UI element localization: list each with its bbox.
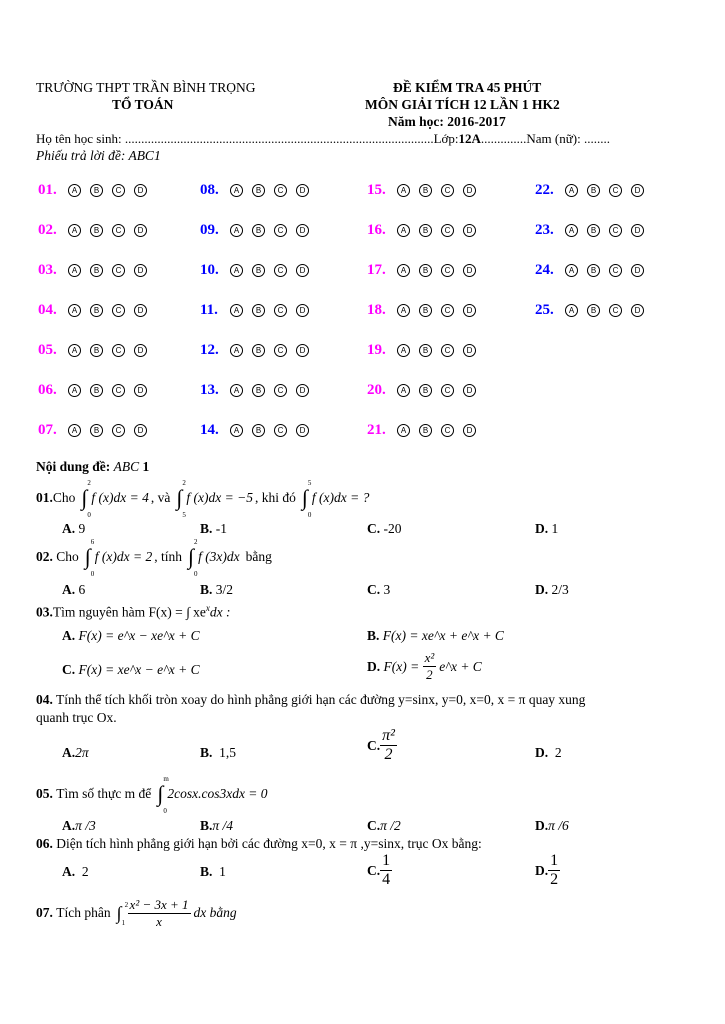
answer-bubble-b[interactable]: B — [90, 384, 103, 397]
answer-row — [367, 342, 485, 359]
answer-bubble-d[interactable]: D — [134, 424, 147, 437]
answer-bubble-c[interactable]: C — [441, 264, 454, 277]
answer-row — [200, 302, 318, 319]
answer-bubble-c[interactable]: C — [274, 224, 287, 237]
q04-answer-b[interactable]: B. 1,5 — [200, 745, 237, 760]
question-number: 18. — [367, 302, 386, 318]
q03-answer-d[interactable]: D. F(x) = $\frac{\text{x²}}{2}$ e^x + C — [367, 650, 482, 682]
answer-row — [535, 222, 653, 239]
integral-sign-icon: ∫ 2 0 — [81, 479, 91, 519]
answer-bubble-a[interactable]: A — [230, 184, 243, 197]
answer-bubble-b[interactable]: B — [90, 264, 103, 277]
q01-answer-b[interactable]: B. -1 — [200, 521, 228, 536]
answer-bubble-b[interactable]: B — [419, 424, 432, 437]
answer-row — [535, 302, 653, 319]
question-number: 06. — [38, 382, 57, 398]
q02-answer-b[interactable]: B. 3/2 — [200, 582, 234, 597]
question-number: 04. — [38, 302, 57, 318]
answer-bubble-b[interactable]: B — [419, 264, 432, 277]
answer-bubble-c[interactable]: C — [441, 304, 454, 317]
answer-bubble-c[interactable]: C — [609, 264, 622, 277]
answer-bubble-a[interactable]: A — [397, 424, 410, 437]
student-info-line: Họ tên học sinh: ...............................................................................................Lớp:12A..............Nam (nữ): ........ — [36, 131, 610, 146]
question-number: 01. — [38, 182, 57, 198]
answer-row — [200, 382, 318, 399]
question-number: 15. — [367, 182, 386, 198]
q01-answer-c[interactable]: C. -20 — [367, 521, 402, 536]
answer-bubble-b[interactable]: B — [90, 344, 103, 357]
answer-bubble-b[interactable]: B — [90, 224, 103, 237]
q01-answer-a[interactable]: A. 9 — [62, 521, 86, 536]
answer-bubble-a[interactable]: A — [397, 384, 410, 397]
q05-answer-a[interactable]: A.π /3 — [62, 818, 96, 833]
answer-row — [367, 262, 485, 279]
question-number: 03. — [38, 262, 57, 278]
answer-bubble-c[interactable]: C — [441, 424, 454, 437]
answer-row — [38, 302, 156, 319]
answer-bubble-d[interactable]: D — [296, 304, 309, 317]
answer-bubble-c[interactable]: C — [274, 264, 287, 277]
q06-answer-a[interactable]: A. 2 — [62, 864, 89, 879]
answer-bubble-a[interactable]: A — [397, 264, 410, 277]
integral-sign-icon: ∫ 2 5 — [176, 479, 186, 519]
answer-bubble-d[interactable]: D — [134, 184, 147, 197]
question-number: 05. — [38, 342, 57, 358]
q04-answer-d[interactable]: D. 2 — [535, 745, 562, 760]
answer-bubble-d[interactable]: D — [463, 264, 476, 277]
question-05: 05. Tìm số thực m để ∫ m 0 2cosx.cos3xdx = 0 — [36, 775, 268, 815]
q02-answer-a[interactable]: A. 6 — [62, 582, 86, 597]
answer-bubble-b[interactable]: B — [419, 344, 432, 357]
answer-bubble-a[interactable]: A — [68, 424, 81, 437]
answer-bubble-a[interactable]: A — [68, 224, 81, 237]
question-number: 02. — [38, 222, 57, 238]
q03-answer-a[interactable]: A. F(x) = e^x − xe^x + C — [62, 628, 200, 643]
q04-answer-a[interactable]: A.2π — [62, 745, 89, 760]
answer-bubble-a[interactable]: A — [230, 264, 243, 277]
q03-answer-c[interactable]: C. F(x) = xe^x − e^x + C — [62, 662, 200, 677]
question-number: 07. — [38, 422, 57, 438]
q06-answer-d[interactable]: D. $\frac{1}{2}$ — [535, 852, 559, 888]
question-02: 02. Cho ∫ 6 0 f (x)dx = 2 , tính ∫ 2 0 f (3x)dx bằng — [36, 538, 272, 578]
integral-sign-icon: ∫ 6 0 — [84, 538, 95, 578]
question-number: 13. — [200, 382, 219, 398]
answer-bubble-b[interactable]: B — [252, 344, 265, 357]
answer-bubble-d[interactable]: D — [134, 384, 147, 397]
answer-row — [38, 342, 156, 359]
answer-bubble-c[interactable]: C — [112, 184, 125, 197]
answer-bubble-b[interactable]: B — [587, 224, 600, 237]
q03-answer-b[interactable]: B. F(x) = xe^x + e^x + C — [367, 628, 504, 643]
answer-bubble-b[interactable]: B — [252, 184, 265, 197]
answer-bubble-c[interactable]: C — [112, 304, 125, 317]
question-number: 25. — [535, 302, 554, 318]
q01-answer-d[interactable]: D. 1 — [535, 521, 559, 536]
answer-row — [535, 262, 653, 279]
q02-answer-c[interactable]: C. 3 — [367, 582, 391, 597]
q05-answer-d[interactable]: D.π /6 — [535, 818, 569, 833]
answer-row — [200, 422, 318, 439]
integral-sign-icon: ∫ 5 0 — [301, 479, 312, 519]
answer-bubble-d[interactable]: D — [134, 224, 147, 237]
answer-row — [367, 182, 485, 199]
question-03: 03.Tìm nguyên hàm F(x) = ∫ $xe^xdx$ : — [36, 603, 231, 620]
exam-subject: MÔN GIẢI TÍCH 12 LẦN 1 HK2 — [365, 97, 560, 112]
question-04: 04. Tính thể tích khối tròn xoay do hình phẳng giới hạn các đường y=sinx, y=0, x=0, x = π quay xung — [36, 692, 586, 707]
answer-bubble-a[interactable]: A — [230, 224, 243, 237]
answer-bubble-a[interactable]: A — [68, 264, 81, 277]
answer-row — [38, 222, 156, 239]
answer-bubble-c[interactable]: C — [112, 384, 125, 397]
question-number: 08. — [200, 182, 219, 198]
exam-year: Năm học: 2016-2017 — [388, 114, 506, 129]
answer-bubble-d[interactable]: D — [296, 424, 309, 437]
answer-bubble-b[interactable]: B — [90, 424, 103, 437]
content-heading: Nội dung đề: ABC 1 — [36, 459, 150, 474]
answer-bubble-a[interactable]: A — [230, 304, 243, 317]
answer-bubble-b[interactable]: B — [419, 304, 432, 317]
answer-bubble-b[interactable]: B — [252, 384, 265, 397]
answer-bubble-d[interactable]: D — [463, 344, 476, 357]
question-06: 06. Diện tích hình phẳng giới hạn bởi các đường x=0, x = π ,y=sinx, trục Ox bằng: — [36, 836, 482, 851]
answer-bubble-a[interactable]: A — [565, 304, 578, 317]
answer-bubble-c[interactable]: C — [112, 264, 125, 277]
answer-sheet-label: Phiếu trả lời đề: ABC1 — [36, 148, 161, 163]
question-number: 11. — [200, 302, 218, 318]
question-number: 14. — [200, 422, 219, 438]
answer-bubble-c[interactable]: C — [112, 424, 125, 437]
answer-row — [367, 222, 485, 239]
question-number: 09. — [200, 222, 219, 238]
question-number: 21. — [367, 422, 386, 438]
answer-bubble-a[interactable]: A — [397, 224, 410, 237]
question-01: 01. Cho ∫ 2 0 f (x)dx = 4 , và ∫ 2 5 f (x)dx = −5 , khi đó ∫ 5 0 f (x)dx = ? — [36, 479, 370, 519]
question-number: 24. — [535, 262, 554, 278]
answer-row — [200, 182, 318, 199]
answer-bubble-a[interactable]: A — [565, 184, 578, 197]
integral-sign-icon: ∫ m 0 — [157, 775, 169, 815]
answer-bubble-d[interactable]: D — [631, 304, 644, 317]
answer-bubble-c[interactable]: C — [274, 304, 287, 317]
answer-bubble-d[interactable]: D — [296, 224, 309, 237]
answer-bubble-c[interactable]: C — [441, 384, 454, 397]
exam-title: ĐỀ KIỂM TRA 45 PHÚT — [393, 80, 542, 95]
answer-bubble-a[interactable]: A — [68, 344, 81, 357]
q04-answer-c[interactable]: C. $\frac{\text{π²}}{2}$ — [367, 727, 395, 763]
question-number: 19. — [367, 342, 386, 358]
question-number: 23. — [535, 222, 554, 238]
answer-bubble-b[interactable]: B — [419, 184, 432, 197]
answer-row — [367, 382, 485, 399]
answer-bubble-d[interactable]: D — [631, 224, 644, 237]
answer-bubble-a[interactable]: A — [397, 344, 410, 357]
answer-bubble-c[interactable]: C — [441, 344, 454, 357]
answer-bubble-d[interactable]: D — [463, 304, 476, 317]
answer-bubble-b[interactable]: B — [252, 304, 265, 317]
answer-bubble-d[interactable]: D — [296, 384, 309, 397]
question-number: 17. — [367, 262, 386, 278]
integral-sign-icon: ∫ 2 1 — [116, 900, 129, 927]
answer-bubble-b[interactable]: B — [252, 424, 265, 437]
answer-bubble-d[interactable]: D — [296, 264, 309, 277]
answer-bubble-a[interactable]: A — [68, 384, 81, 397]
question-number: 20. — [367, 382, 386, 398]
answer-row — [200, 222, 318, 239]
question-number: 22. — [535, 182, 554, 198]
answer-bubble-a[interactable]: A — [230, 344, 243, 357]
answer-bubble-d[interactable]: D — [296, 184, 309, 197]
answer-bubble-c[interactable]: C — [274, 184, 287, 197]
question-07: 07. Tích phân ∫ 2 1 $\frac{\text{x² − 3x + 1}}{x}$ dx bằng — [36, 896, 237, 929]
integral-sign-icon: ∫ 2 0 — [188, 538, 198, 578]
answer-bubble-d[interactable]: D — [134, 304, 147, 317]
answer-bubble-b[interactable]: B — [587, 304, 600, 317]
answer-bubble-b[interactable]: B — [252, 224, 265, 237]
answer-row — [38, 422, 156, 439]
answer-row — [38, 262, 156, 279]
answer-row — [38, 382, 156, 399]
answer-bubble-b[interactable]: B — [252, 264, 265, 277]
answer-bubble-a[interactable]: A — [68, 304, 81, 317]
answer-bubble-b[interactable]: B — [419, 224, 432, 237]
q06-answer-b[interactable]: B. 1 — [200, 864, 226, 879]
q05-answer-c[interactable]: C.π /2 — [367, 818, 401, 833]
answer-bubble-c[interactable]: C — [274, 384, 287, 397]
school-name: TRƯỜNG THPT TRẦN BÌNH TRỌNG — [36, 80, 256, 95]
answer-bubble-c[interactable]: C — [112, 224, 125, 237]
answer-row — [200, 342, 318, 359]
answer-bubble-d[interactable]: D — [134, 344, 147, 357]
answer-bubble-d[interactable]: D — [296, 344, 309, 357]
answer-bubble-b[interactable]: B — [587, 264, 600, 277]
answer-bubble-b[interactable]: B — [90, 304, 103, 317]
answer-bubble-a[interactable]: A — [397, 184, 410, 197]
answer-row — [367, 422, 485, 439]
answer-bubble-d[interactable]: D — [631, 184, 644, 197]
answer-bubble-b[interactable]: B — [90, 184, 103, 197]
answer-bubble-a[interactable]: A — [230, 384, 243, 397]
answer-bubble-a[interactable]: A — [230, 424, 243, 437]
question-number: 16. — [367, 222, 386, 238]
answer-bubble-a[interactable]: A — [565, 224, 578, 237]
answer-bubble-d[interactable]: D — [463, 384, 476, 397]
answer-bubble-c[interactable]: C — [609, 224, 622, 237]
answer-bubble-c[interactable]: C — [441, 184, 454, 197]
answer-bubble-c[interactable]: C — [112, 344, 125, 357]
answer-bubble-d[interactable]: D — [463, 184, 476, 197]
answer-bubble-c[interactable]: C — [609, 304, 622, 317]
question-number: 10. — [200, 262, 219, 278]
answer-row — [535, 182, 653, 199]
answer-row — [367, 302, 485, 319]
answer-bubble-c[interactable]: C — [274, 344, 287, 357]
q05-answer-b[interactable]: B.π /4 — [200, 818, 234, 833]
q02-answer-d[interactable]: D. 2/3 — [535, 582, 569, 597]
answer-bubble-c[interactable]: C — [609, 184, 622, 197]
answer-row — [200, 262, 318, 279]
answer-row — [38, 182, 156, 199]
answer-bubble-a[interactable]: A — [68, 184, 81, 197]
answer-bubble-b[interactable]: B — [419, 384, 432, 397]
q06-answer-c[interactable]: C. $\frac{1}{4}$ — [367, 852, 391, 888]
answer-bubble-c[interactable]: C — [274, 424, 287, 437]
question-04-cont: quanh trục Ox. — [36, 710, 117, 725]
answer-bubble-d[interactable]: D — [134, 264, 147, 277]
answer-bubble-c[interactable]: C — [441, 224, 454, 237]
answer-bubble-a[interactable]: A — [397, 304, 410, 317]
question-number: 12. — [200, 342, 219, 358]
department-name: TỔ TOÁN — [112, 97, 174, 112]
answer-bubble-b[interactable]: B — [587, 184, 600, 197]
answer-bubble-d[interactable]: D — [631, 264, 644, 277]
answer-bubble-a[interactable]: A — [565, 264, 578, 277]
answer-bubble-d[interactable]: D — [463, 224, 476, 237]
answer-bubble-d[interactable]: D — [463, 424, 476, 437]
